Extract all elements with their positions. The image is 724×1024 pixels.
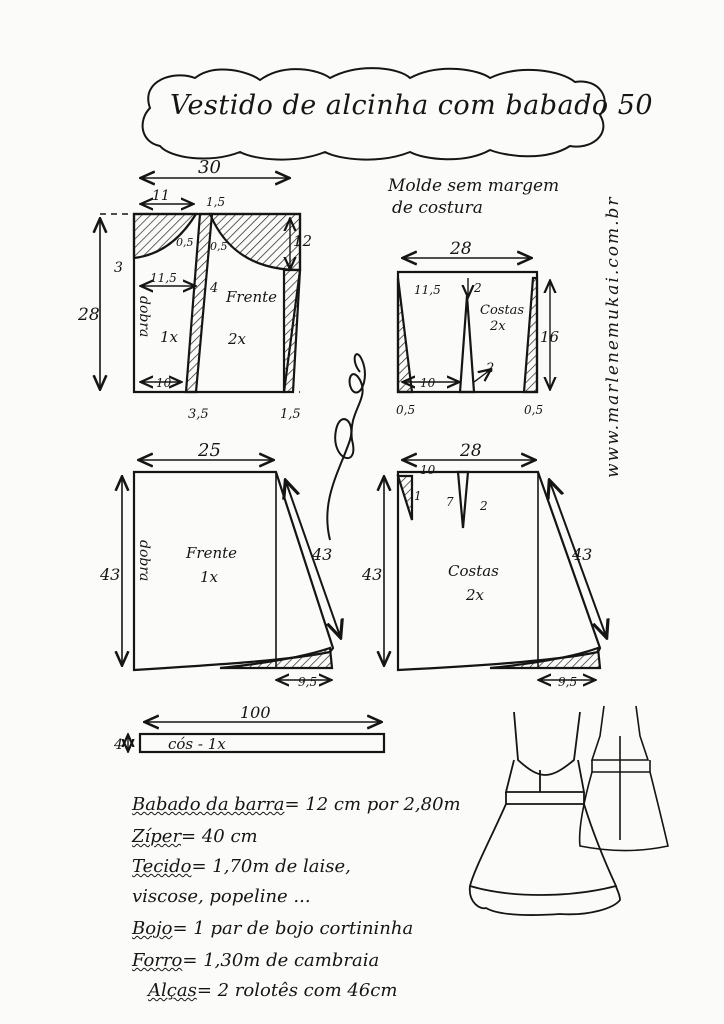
skirt-back	[398, 472, 600, 670]
skirt-front	[134, 472, 333, 670]
sb-dart-h: 7	[446, 495, 454, 509]
bb-mid-w: 11,5	[414, 283, 441, 297]
note-line-1: Molde sem margem	[388, 176, 560, 196]
sf-height: 43	[100, 565, 121, 584]
bb-hem-left: 0,5	[396, 403, 416, 417]
bf-left-h: 3	[114, 260, 123, 276]
bf-mid-h: 4	[210, 281, 219, 296]
sb-dart-a: 1	[414, 489, 422, 503]
bb-dart-w: 2	[486, 361, 495, 376]
sb-count: 2x	[466, 586, 485, 604]
bb-hem-right: 0,5	[524, 403, 544, 417]
bf-piece1: 1x	[160, 328, 179, 346]
material-item: viscose, popeline ...	[132, 886, 311, 907]
material-item: Forro= 1,30m de cambraia	[132, 950, 380, 971]
material-item: Zíper= 40 cm	[132, 826, 258, 847]
sf-name: Frente	[186, 544, 238, 562]
material-item: Bojo= 1 par de bojo cortininha	[132, 918, 414, 939]
material-item: Tecido= 1,70m de laise,	[132, 856, 351, 877]
sf-fold: dobra	[136, 540, 152, 582]
bf-dart-b: 0,5	[210, 240, 228, 253]
sb-side: 43	[572, 545, 593, 564]
bf-dart-a: 0,5	[176, 236, 194, 249]
sf-count: 1x	[200, 568, 219, 586]
bf-top-left: 11	[152, 188, 170, 204]
bb-right-h: 16	[540, 328, 560, 346]
website: www.marlenemukai.com.br	[603, 195, 623, 478]
note-line-2: de costura	[392, 198, 483, 218]
wb-length: 100	[240, 703, 271, 722]
bb-width: 28	[450, 239, 472, 259]
bf-fold: dobra	[136, 296, 152, 338]
bf-width: 30	[198, 157, 221, 178]
bf-bottom-w: 10	[156, 376, 172, 390]
bf-right-h: 12	[293, 232, 313, 250]
bf-name: Frente	[226, 288, 278, 306]
signature	[327, 354, 365, 540]
sf-width: 25	[198, 440, 221, 461]
sb-hem: 9,5	[558, 675, 578, 689]
bf-mid-w: 11,5	[150, 271, 177, 285]
bb-count: 2x	[490, 319, 506, 334]
bf-hem-right: 1,5	[280, 407, 301, 422]
bf-hem-left: 3,5	[188, 407, 209, 422]
sf-side: 43	[312, 545, 333, 564]
material-item: Babado da barra= 12 cm por 2,80m	[132, 794, 461, 815]
bf-height: 28	[78, 305, 100, 325]
bb-bottom-w: 10	[420, 376, 436, 390]
sf-hem: 9,5	[298, 675, 318, 689]
bb-dart-h: 2	[474, 281, 482, 295]
wb-height: 4	[114, 737, 123, 753]
bf-top-notch: 1,5	[206, 195, 226, 209]
sb-top-w: 10	[420, 463, 436, 477]
material-item: Alças= 2 rolotês com 46cm	[148, 980, 398, 1001]
bf-piece2: 2x	[228, 330, 247, 348]
sb-height: 43	[362, 565, 383, 584]
wb-label: cós - 1x	[168, 735, 226, 753]
sb-width: 28	[460, 441, 482, 461]
sb-name: Costas	[448, 562, 499, 580]
bb-name: Costas	[480, 303, 525, 318]
page-title: Vestido de alcinha com babado 50	[170, 90, 654, 121]
sb-dart-b: 2	[480, 499, 488, 513]
